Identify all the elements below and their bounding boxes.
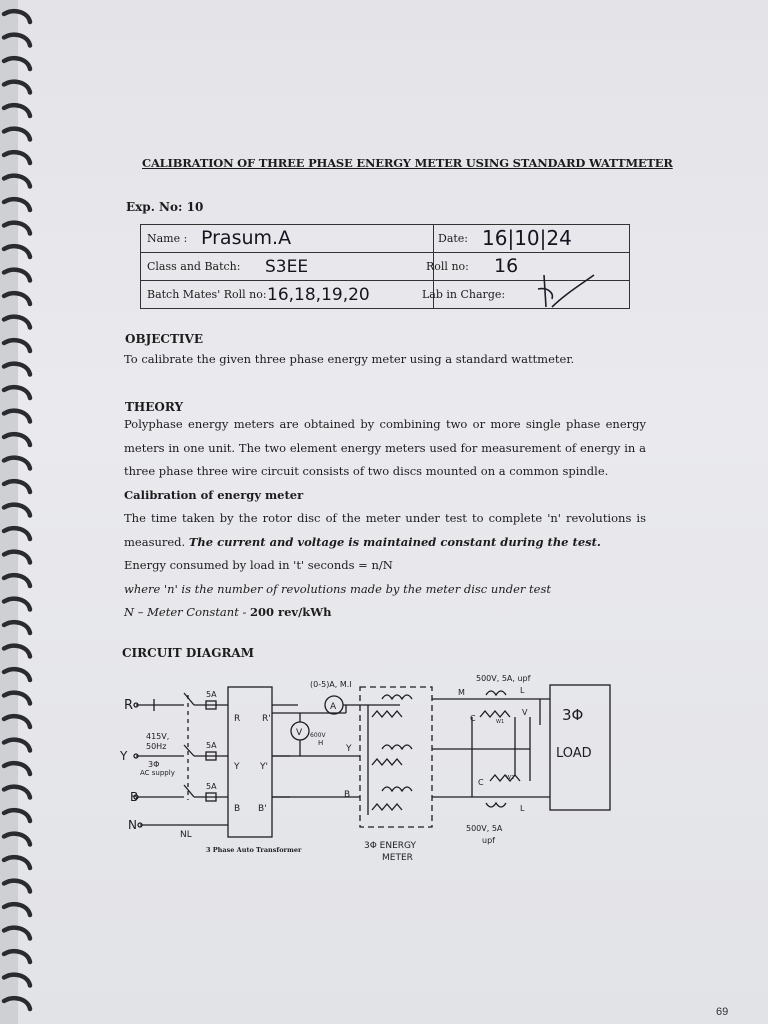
batchmates-label: Batch Mates' Roll no: xyxy=(147,288,267,301)
info-table xyxy=(140,224,630,309)
label-r: R xyxy=(124,698,134,713)
spiral-coil xyxy=(4,763,30,774)
fuse-label-b: 5A xyxy=(206,782,217,791)
supply-frequency: 50Hz xyxy=(146,742,167,751)
em-pressure-coil-y xyxy=(372,759,402,765)
name-value: Prasum.A xyxy=(201,227,292,249)
spiral-coil xyxy=(4,998,30,1009)
fuse-label-r: 5A xyxy=(206,690,217,699)
signature-mark xyxy=(524,267,604,317)
supply-voltage: 415V, xyxy=(146,732,170,741)
label-m: M xyxy=(458,688,465,697)
objective-heading: OBJECTIVE xyxy=(125,332,203,346)
em-pressure-coil-r xyxy=(372,711,402,717)
spiral-coil xyxy=(4,176,30,187)
theory-body xyxy=(124,413,646,625)
spiral-coil xyxy=(4,552,30,563)
label-r-out: R xyxy=(234,714,241,724)
ammeter-symbol: A xyxy=(330,702,337,712)
label-y: Y xyxy=(120,749,128,763)
theory-paragraph: Polyphase energy meters are obtained by combining two or more single phase energy meters in one unit. The two element energy meters used for measurement of energy in a three phase three wire circuit consists of two discs mounted on a common spindle. xyxy=(124,417,646,478)
em-current-coil-r xyxy=(382,695,412,699)
spiral-coil xyxy=(4,293,30,304)
ammeter-range: (0-5)A, M.I xyxy=(310,680,352,689)
label-b: B xyxy=(130,790,139,804)
theory-line4: N – Meter Constant - 200 rev/kWh xyxy=(124,605,332,619)
spiral-coil xyxy=(4,223,30,234)
label-l-bottom: L xyxy=(520,804,525,813)
spiral-coil xyxy=(4,82,30,93)
label-y-out: Y xyxy=(234,762,240,772)
theory-line2: Energy consumed by load in 't' seconds = n/N xyxy=(124,558,393,572)
spiral-coil xyxy=(4,481,30,492)
switch-blade-y xyxy=(184,745,194,756)
label-y1: Y' xyxy=(260,762,268,772)
label-b-em: B xyxy=(344,790,351,800)
exp-number: Exp. No: 10 xyxy=(126,200,204,214)
wattmeter-bottom-rating: 500V, 5A xyxy=(466,824,503,833)
label-c-top: C xyxy=(470,714,476,723)
spiral-coil xyxy=(4,528,30,539)
theory-line3: where 'n' is the number of revolutions made by the meter disc under test xyxy=(124,581,551,596)
label-n: N xyxy=(128,818,137,832)
label-c-bottom: C xyxy=(478,778,484,787)
objective-text: To calibrate the given three phase energy meter using a standard wattmeter. xyxy=(124,352,575,366)
spiral-coil xyxy=(4,411,30,422)
page-title: CALIBRATION OF THREE PHASE ENERGY METER USING STANDARD WATTMETER xyxy=(142,156,673,170)
label-w2: W2 xyxy=(506,775,515,781)
calibration-subheading: Calibration of energy meter xyxy=(124,487,304,502)
spiral-coil xyxy=(4,129,30,140)
em-current-coil-y xyxy=(382,745,412,749)
load-phase-label: 3Φ xyxy=(562,706,584,724)
em-current-coil-b xyxy=(382,787,412,791)
spiral-coil xyxy=(4,787,30,798)
spiral-coil xyxy=(4,270,30,281)
wattmeter-bottom-pf: upf xyxy=(482,836,495,845)
class-value: S3EE xyxy=(265,257,309,277)
wattmeter-top-rating: 500V, 5A, upf xyxy=(476,674,531,683)
spiral-coil xyxy=(4,857,30,868)
label-r1: R' xyxy=(262,714,271,724)
spiral-coil xyxy=(4,740,30,751)
spiral-coil xyxy=(4,646,30,657)
label-l-top: L xyxy=(520,686,525,695)
date-label: Date: xyxy=(438,232,469,245)
load-label: LOAD xyxy=(556,746,592,761)
theory-line1: The time taken by the rotor disc of the meter under test to complete 'n' revolutions is measured. The current and voltage is maintained constant during the test. xyxy=(124,511,646,549)
spiral-coil xyxy=(4,599,30,610)
spiral-coil xyxy=(4,340,30,351)
spiral-coil xyxy=(4,105,30,116)
page-number: 69 xyxy=(716,1006,729,1018)
spiral-coil xyxy=(4,904,30,915)
spiral-coil xyxy=(4,810,30,821)
energy-meter-label-1: 3Φ ENERGY xyxy=(364,841,417,851)
spiral-coil xyxy=(4,928,30,939)
spiral-coil xyxy=(4,364,30,375)
supply-ac: AC supply xyxy=(140,769,175,777)
fuse-label-y: 5A xyxy=(206,741,217,750)
energy-meter-label-2: METER xyxy=(382,853,413,863)
roll-label: Roll no: xyxy=(426,260,469,273)
spiral-coil xyxy=(4,434,30,445)
spiral-coil xyxy=(4,387,30,398)
spiral-coil xyxy=(4,11,30,22)
spiral-coil xyxy=(4,505,30,516)
roll-value: 16 xyxy=(494,255,519,277)
w2-current-coil xyxy=(486,803,506,807)
spiral-coil xyxy=(4,458,30,469)
switch-blade-b xyxy=(184,785,194,797)
spiral-coil xyxy=(4,669,30,680)
label-nl: NL xyxy=(180,830,192,840)
switch-blade-r xyxy=(184,693,194,705)
spiral-coil xyxy=(4,199,30,210)
supply-phase: 3Φ xyxy=(148,760,160,769)
spiral-coil xyxy=(4,152,30,163)
w1-pressure-coil xyxy=(480,711,510,717)
circuit-heading: CIRCUIT DIAGRAM xyxy=(122,646,255,660)
circuit-diagram xyxy=(110,665,630,870)
spiral-coil xyxy=(4,246,30,257)
label-hz: H xyxy=(318,739,324,747)
spiral-binding xyxy=(0,0,40,1024)
class-label: Class and Batch: xyxy=(147,260,241,273)
w1-current-coil xyxy=(486,691,506,695)
label-b-out: B xyxy=(234,804,241,814)
label-b1: B' xyxy=(258,804,267,814)
lab-label: Lab in Charge: xyxy=(422,288,506,301)
date-value: 16|10|24 xyxy=(482,226,572,250)
voltmeter-symbol: V xyxy=(296,728,303,738)
spiral-coil xyxy=(4,622,30,633)
spiral-coil xyxy=(4,58,30,69)
label-v-top: V xyxy=(522,708,528,717)
spiral-coil xyxy=(4,834,30,845)
voltmeter-range: 600V xyxy=(310,732,326,739)
spiral-coil xyxy=(4,951,30,962)
w2-pressure-coil xyxy=(490,775,520,781)
em-pressure-coil-b xyxy=(372,804,402,810)
batchmates-value: 16,18,19,20 xyxy=(267,285,370,305)
spiral-coil xyxy=(4,881,30,892)
spiral-coil xyxy=(4,317,30,328)
label-w1: W1 xyxy=(496,719,505,725)
spiral-coil xyxy=(4,693,30,704)
name-label: Name : xyxy=(147,232,188,245)
spiral-coil xyxy=(4,716,30,727)
label-y-em: Y xyxy=(346,744,352,754)
spiral-coil xyxy=(4,575,30,586)
autotransformer-label: 3 Phase Auto Transformer xyxy=(206,846,302,854)
theory-heading: THEORY xyxy=(125,400,184,414)
spiral-coil xyxy=(4,35,30,46)
spiral-coil xyxy=(4,975,30,986)
